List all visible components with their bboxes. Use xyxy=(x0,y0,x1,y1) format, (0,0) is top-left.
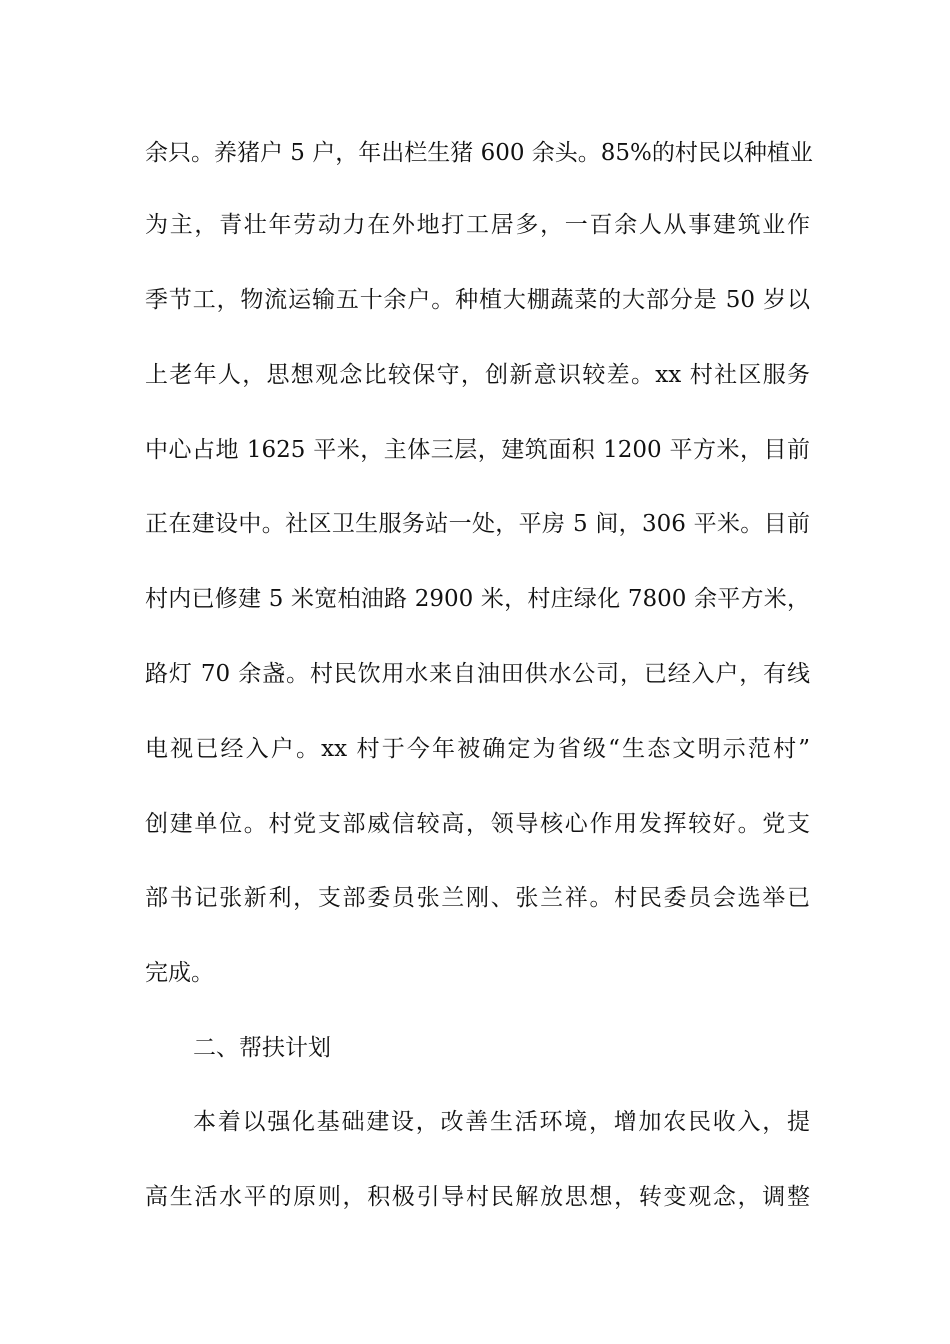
body-line: 本着以强化基础建设，改善生活环境，增加农民收入，提 xyxy=(193,1109,810,1135)
body-line: 为主，青壮年劳动力在外地打工居多，一百余人从事建筑业作 xyxy=(145,212,810,238)
body-line: 正在建设中。社区卫生服务站一处，平房 5 间，306 平米。目前 xyxy=(145,511,810,537)
section-heading: 二、帮扶计划 xyxy=(193,1035,331,1061)
body-line: 余只。养猪户 5 户，年出栏生猪 600 余头。85%的村民以种植业 xyxy=(145,140,813,166)
body-line: 高生活水平的原则，积极引导村民解放思想，转变观念，调整 xyxy=(145,1184,810,1210)
body-line: 路灯 70 余盏。村民饮用水来自油田供水公司，已经入户，有线 xyxy=(145,661,810,687)
body-line: 上老年人，思想观念比较保守，创新意识较差。xx 村社区服务 xyxy=(145,362,810,388)
body-line: 季节工，物流运输五十余户。种植大棚蔬菜的大部分是 50 岁以 xyxy=(145,287,810,313)
body-line: 村内已修建 5 米宽柏油路 2900 米，村庄绿化 7800 余平方米， xyxy=(145,586,810,612)
body-line: 完成。 xyxy=(145,960,214,986)
body-line: 电视已经入户。xx 村于今年被确定为省级“生态文明示范村” xyxy=(145,736,810,762)
body-line: 创建单位。村党支部威信较高，领导核心作用发挥较好。党支 xyxy=(145,811,810,837)
body-line: 中心占地 1625 平米，主体三层，建筑面积 1200 平方米，目前 xyxy=(145,437,810,463)
body-line: 部书记张新利，支部委员张兰刚、张兰祥。村民委员会选举已 xyxy=(145,885,810,911)
